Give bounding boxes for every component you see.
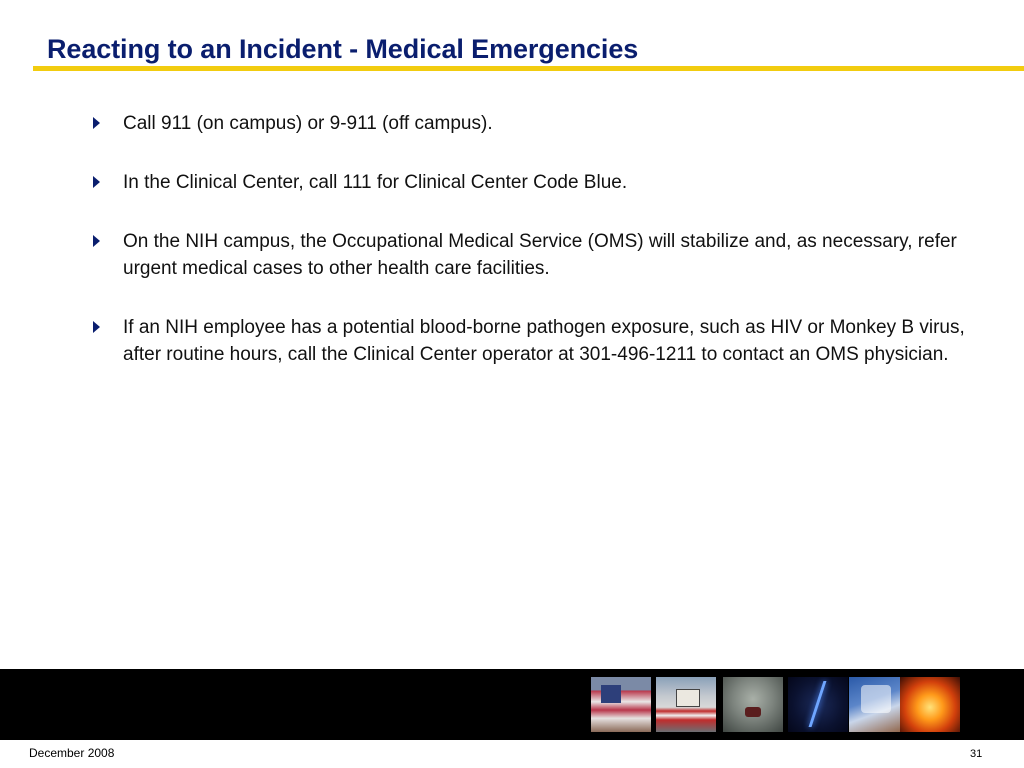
- bridge-closed-barricade-photo: [656, 677, 716, 732]
- bullet-text: On the NIH campus, the Occupational Medical Service (OMS) will stabilize and, as necessary, refer urgent medical cases to other health care facilities.: [123, 231, 957, 279]
- bullet-item: [90, 110, 970, 137]
- triangle-bullet-icon: [93, 117, 100, 129]
- bullet-text: In the Clinical Center, call 111 for Clinical Center Code Blue.: [123, 172, 628, 193]
- footer-date: December 2008: [29, 746, 115, 760]
- triangle-bullet-icon: [93, 321, 100, 333]
- flag-photo: [591, 677, 651, 732]
- triangle-bullet-icon: [93, 176, 100, 188]
- bullet-list: [90, 110, 970, 400]
- title-underline: [33, 66, 1024, 71]
- slide-title: Reacting to an Incident - Medical Emergencies: [47, 34, 639, 64]
- fire-photo: [900, 677, 960, 732]
- bullet-text: Call 911 (on campus) or 9-911 (off campus).: [123, 113, 493, 134]
- lightning-photo: [788, 677, 848, 732]
- bullet-text: If an NIH employee has a potential blood-borne pathogen exposure, such as HIV or Monkey B virus, after routine hours, call the Clinical Center operator at 301-496-1211 to contact an OMS physician.: [123, 317, 965, 365]
- bullet-item: [90, 228, 970, 282]
- triangle-bullet-icon: [93, 235, 100, 247]
- bullet-item: [90, 314, 970, 368]
- page-number: 31: [970, 748, 983, 760]
- bullet-item: [90, 169, 970, 196]
- foggy-road-photo: [723, 677, 783, 732]
